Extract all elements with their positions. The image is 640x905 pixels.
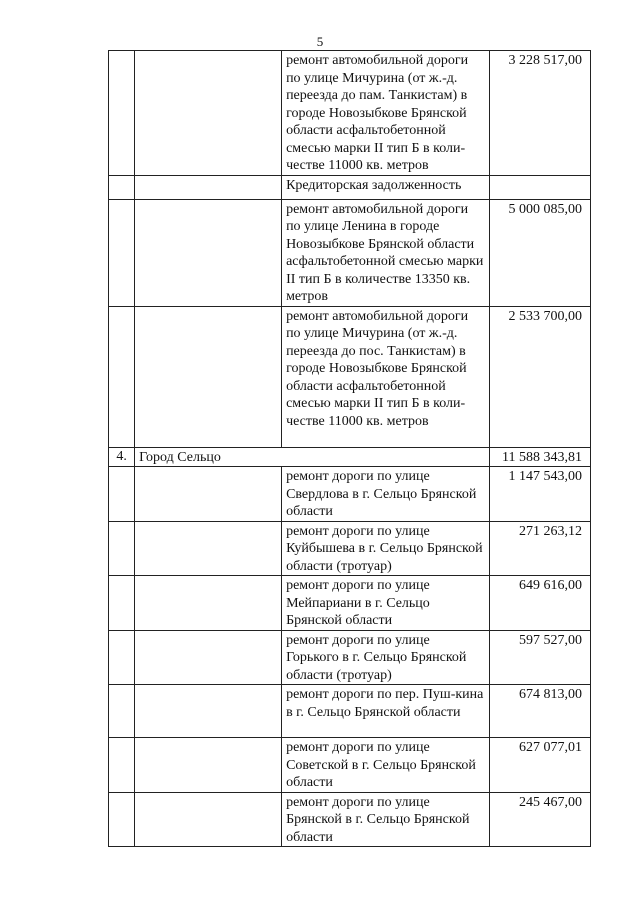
row-number-cell xyxy=(109,467,135,522)
description-cell: ремонт автомобильной дороги по улице Мичурина (от ж.-д. переезда до пос. Танкистам) в городе Новозыбкове Брянской области асфальтобетонной смесью марки II тип Б в коли-честве 11000 кв. метров xyxy=(282,306,490,447)
page-number: 5 xyxy=(316,34,324,49)
municipality-cell xyxy=(135,51,282,176)
table-row xyxy=(109,306,591,447)
row-number-cell xyxy=(109,199,135,306)
municipality-cell xyxy=(135,521,282,576)
amount-cell: 627 077,01 xyxy=(490,738,591,793)
row-number-cell xyxy=(109,175,135,199)
row-number-cell xyxy=(109,738,135,793)
description-cell: Кредиторская задолженность xyxy=(282,175,490,199)
municipality-cell xyxy=(135,576,282,631)
description-cell: ремонт дороги по улице Мейпариани в г. Сельцо Брянской области xyxy=(282,576,490,631)
municipality-cell xyxy=(135,467,282,522)
municipality-cell: Город Сельцо xyxy=(135,447,490,467)
amount-cell: 674 813,00 xyxy=(490,685,591,738)
municipality-cell xyxy=(135,630,282,685)
amount-cell: 245 467,00 xyxy=(490,792,591,847)
table-row xyxy=(109,175,591,199)
row-number-cell xyxy=(109,576,135,631)
description-cell: ремонт автомобильной дороги по улице Ленина в городе Новозыбкове Брянской области асфальтобетонной смесью марки II тип Б в количестве 13350 кв. метров xyxy=(282,199,490,306)
municipality-cell xyxy=(135,199,282,306)
table-row xyxy=(109,685,591,738)
row-number-cell xyxy=(109,685,135,738)
municipality-cell xyxy=(135,175,282,199)
table-row xyxy=(109,630,591,685)
row-number-cell xyxy=(109,51,135,176)
table-row xyxy=(109,738,591,793)
municipality-cell xyxy=(135,792,282,847)
amount-cell: 2 533 700,00 xyxy=(490,306,591,447)
description-cell: ремонт дороги по улице Советской в г. Сельцо Брянской области xyxy=(282,738,490,793)
amount-cell: 597 527,00 xyxy=(490,630,591,685)
table-row xyxy=(109,576,591,631)
municipality-cell xyxy=(135,685,282,738)
row-number-cell: 4. xyxy=(109,447,135,467)
row-number-cell xyxy=(109,792,135,847)
description-cell: ремонт дороги по улице Куйбышева в г. Сельцо Брянской области (тротуар) xyxy=(282,521,490,576)
amount-cell: 5 000 085,00 xyxy=(490,199,591,306)
amount-cell: 271 263,12 xyxy=(490,521,591,576)
row-number-cell xyxy=(109,306,135,447)
table-row xyxy=(109,521,591,576)
table-row-municipality xyxy=(109,447,591,467)
description-cell: ремонт дороги по улице Горького в г. Сельцо Брянской области (тротуар) xyxy=(282,630,490,685)
description-cell: ремонт дороги по улице Свердлова в г. Сельцо Брянской области xyxy=(282,467,490,522)
funding-table xyxy=(108,50,591,847)
row-number-cell xyxy=(109,521,135,576)
table-row xyxy=(109,51,591,176)
row-number-cell xyxy=(109,630,135,685)
municipality-cell xyxy=(135,738,282,793)
table-row xyxy=(109,792,591,847)
table-row xyxy=(109,467,591,522)
amount-cell: 11 588 343,81 xyxy=(490,447,591,467)
amount-cell: 3 228 517,00 xyxy=(490,51,591,176)
description-cell: ремонт дороги по улице Брянской в г. Сельцо Брянской области xyxy=(282,792,490,847)
table-row xyxy=(109,199,591,306)
municipality-cell xyxy=(135,306,282,447)
description-cell: ремонт автомобильной дороги по улице Мичурина (от ж.-д. переезда до пам. Танкистам) в городе Новозыбкове Брянской области асфальтобетонной смесью марки II тип Б в коли-честве 11000 кв. метров xyxy=(282,51,490,176)
amount-cell xyxy=(490,175,591,199)
description-cell: ремонт дороги по пер. Пуш-кина в г. Сельцо Брянской области xyxy=(282,685,490,738)
amount-cell: 649 616,00 xyxy=(490,576,591,631)
amount-cell: 1 147 543,00 xyxy=(490,467,591,522)
